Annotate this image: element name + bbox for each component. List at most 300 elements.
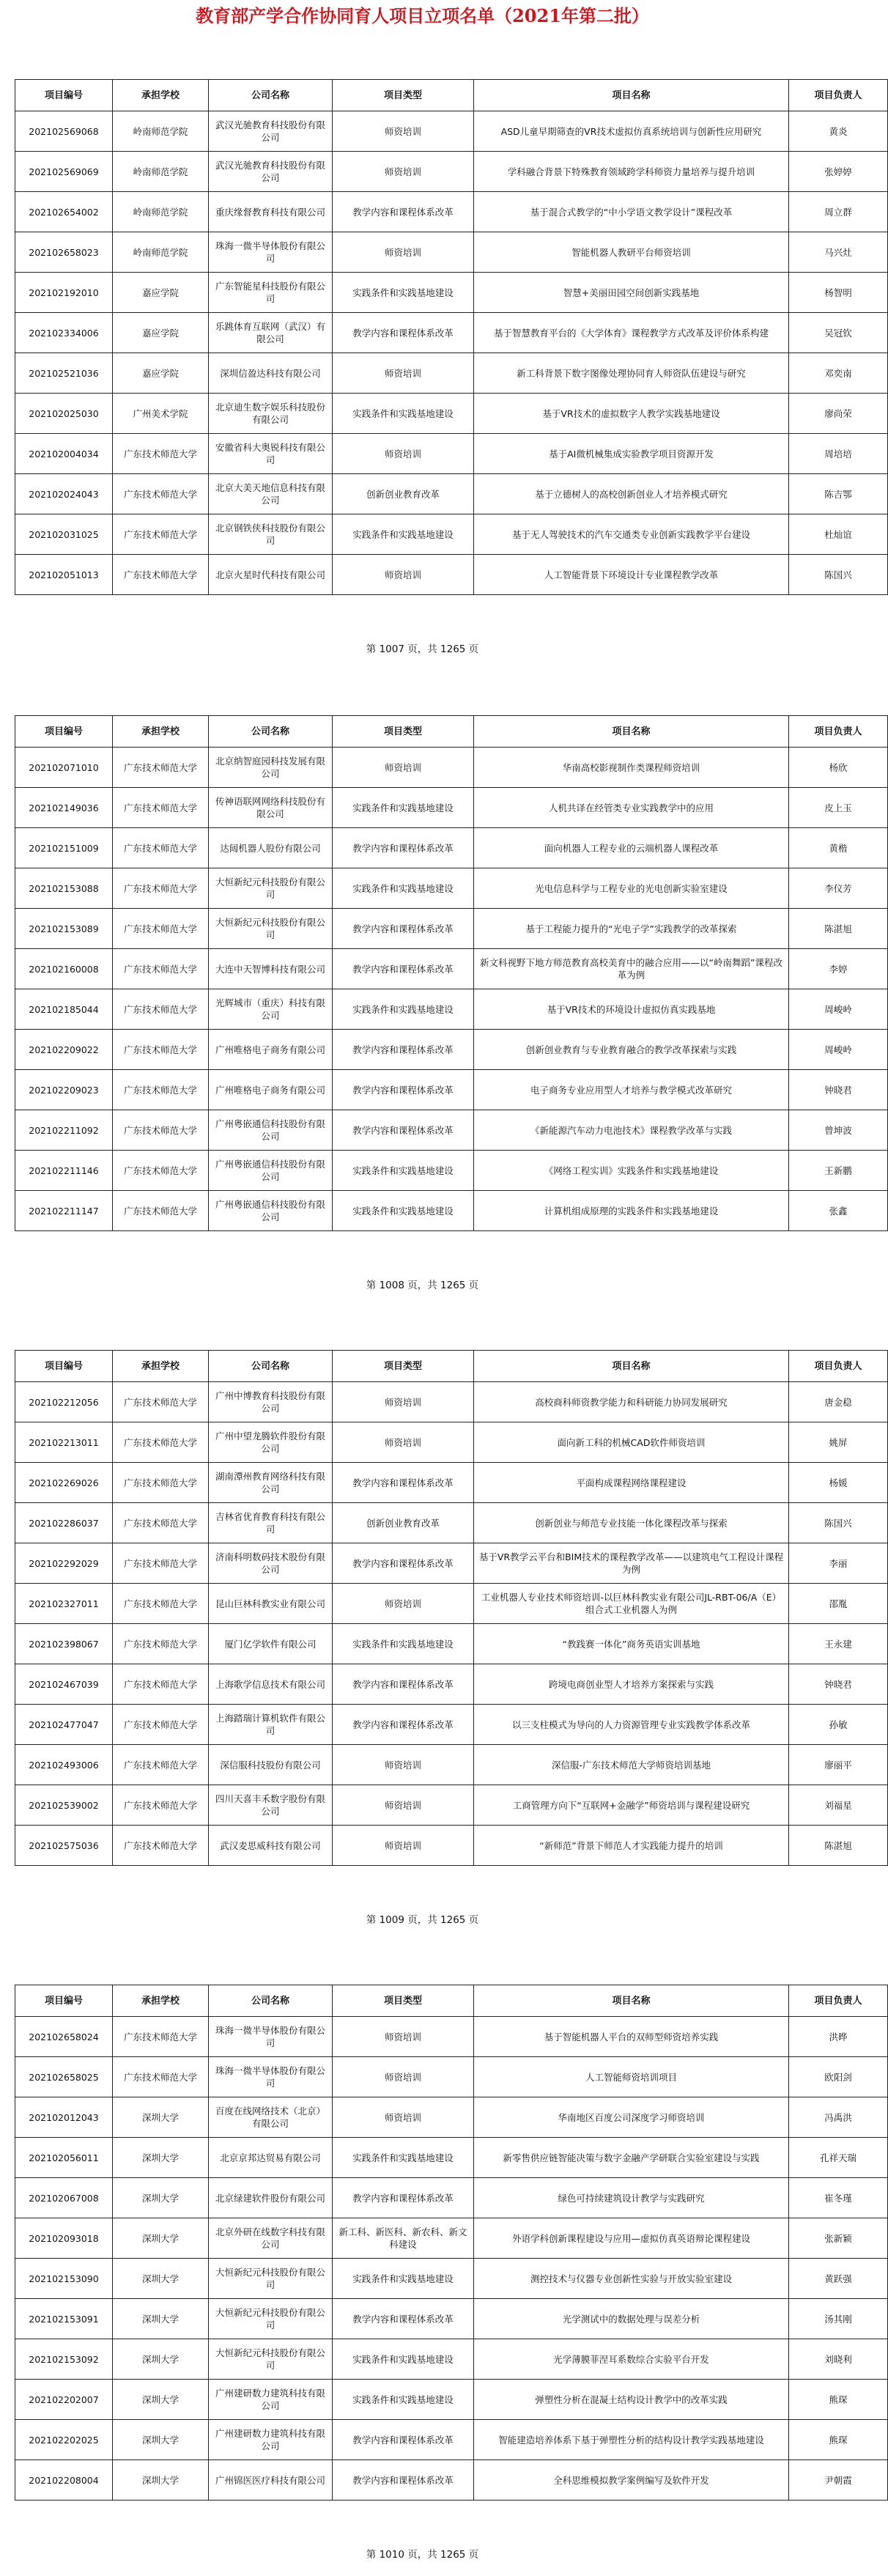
school-cell: 广东技术师范大学 [113,1664,209,1705]
school-cell: 广东技术师范大学 [113,1745,209,1785]
project-name-cell: 平面构成课程网络课程建设 [474,1463,789,1503]
project-id-cell: 202102153092 [15,2339,113,2380]
project-name-cell: 基于工程能力提升的“光电子学”实践教学的改革探索 [474,909,789,949]
leader-cell: 唐金稳 [789,1382,888,1422]
project-id-cell: 202102056011 [15,2138,113,2178]
column-header: 项目名称 [474,80,789,111]
school-cell: 岭南师范学院 [113,232,209,273]
column-header: 项目名称 [474,1351,789,1382]
project-name-cell: 基于智能机器人平台的双师型师资培养实践 [474,2017,789,2057]
leader-cell: 周峻岭 [789,989,888,1030]
project-type-cell: 创新创业教育改革 [333,474,474,514]
project-type-cell: 教学内容和课程体系改革 [333,2420,474,2460]
project-name-cell: 高校商科师资教学能力和科研能力协同发展研究 [474,1382,789,1422]
project-type-cell: 教学内容和课程体系改革 [333,2299,474,2339]
company-cell: 北京钢铁侠科技股份有限公司 [209,514,333,555]
project-id-cell: 202102153089 [15,909,113,949]
project-name-cell: 基于VR教学云平台和BIM技术的课程教学改革——以建筑电气工程设计课程为例 [474,1543,789,1584]
table-row [15,1745,888,1785]
leader-cell: 邵胤 [789,1584,888,1624]
column-header: 项目负责人 [789,80,888,111]
project-name-cell: 《网络工程实训》实践条件和实践基地建设 [474,1151,789,1191]
table-row [15,152,888,192]
school-cell: 广东技术师范大学 [113,788,209,828]
project-table [15,79,888,595]
leader-cell: 杨媛 [789,1463,888,1503]
page-1008 [15,715,862,1291]
table-row [15,788,888,828]
project-id-cell: 202102211147 [15,1191,113,1231]
leader-cell: 欧阳剑 [789,2057,888,2097]
school-cell: 广东技术师范大学 [113,1070,209,1110]
project-table [15,1985,888,2501]
project-name-cell: 基于VR技术的环境设计虚拟仿真实践基地 [474,989,789,1030]
school-cell: 广东技术师范大学 [113,2057,209,2097]
school-cell: 广东技术师范大学 [113,868,209,909]
company-cell: 北京大美天地信息科技有限公司 [209,474,333,514]
table-row [15,2299,888,2339]
project-type-cell: 师资培训 [333,1584,474,1624]
page-footer: 第 1008 页，共 1265 页 [366,1280,479,1291]
project-name-cell: 工商管理方向下“互联网+金融学”师资培训与课程建设研究 [474,1785,789,1826]
page-1010 [15,1985,862,2561]
project-id-cell: 202102493006 [15,1745,113,1785]
table-row [15,868,888,909]
table-header-row [15,716,888,748]
table-row [15,2339,888,2380]
project-name-cell: 面向机器人工程专业的云端机器人课程改革 [474,828,789,868]
leader-cell: 钟晓君 [789,1070,888,1110]
school-cell: 深圳大学 [113,2339,209,2380]
column-header: 承担学校 [113,1351,209,1382]
leader-cell: 黄炎 [789,111,888,152]
project-type-cell: 教学内容和课程体系改革 [333,1543,474,1584]
school-cell: 深圳大学 [113,2178,209,2218]
project-name-cell: 华南地区百度公司深度学习师资培训 [474,2097,789,2138]
project-id-cell: 202102185044 [15,989,113,1030]
project-name-cell: 新文科视野下地方师范教育高校美育中的融合应用——以“岭南舞蹈”课程改革为例 [474,949,789,989]
company-cell: 北京京邦达贸易有限公司 [209,2138,333,2178]
project-name-cell: 学科融合背景下特殊教育领域跨学科师资力量培养与提升培训 [474,152,789,192]
leader-cell: 王新鹏 [789,1151,888,1191]
company-cell: 北京纳智庭园科技发展有限公司 [209,748,333,788]
company-cell: 重庆缘督教育科技有限公司 [209,192,333,232]
company-cell: 上海踏瑞计算机软件有限公司 [209,1705,333,1745]
leader-cell: 黄跃强 [789,2259,888,2299]
table-row [15,1624,888,1664]
project-type-cell: 实践条件和实践基地建设 [333,1151,474,1191]
school-cell: 广东技术师范大学 [113,1151,209,1191]
column-header: 项目负责人 [789,1351,888,1382]
project-type-cell: 实践条件和实践基地建设 [333,2259,474,2299]
table-header-row [15,1985,888,2017]
column-header: 项目类型 [333,1351,474,1382]
leader-cell: 杜灿谊 [789,514,888,555]
project-id-cell: 202102477047 [15,1705,113,1745]
table-row [15,1070,888,1110]
company-cell: 安徽省科大奥锐科技有限公司 [209,434,333,474]
column-header: 项目类型 [333,80,474,111]
project-type-cell: 教学内容和课程体系改革 [333,1705,474,1745]
project-name-cell: 以三支柱模式为导向的人力资源管理专业实践教学体系改革 [474,1705,789,1745]
company-cell: 深信服科技股份有限公司 [209,1745,333,1785]
project-type-cell: 师资培训 [333,434,474,474]
company-cell: 济南科明数码技术股份有限公司 [209,1543,333,1584]
leader-cell: 陈湛旭 [789,909,888,949]
document-title: 教育部产学合作协同育人项目立项名单（2021年第二批） [196,5,649,26]
table-row [15,1664,888,1705]
project-type-cell: 实践条件和实践基地建设 [333,788,474,828]
leader-cell: 尹朝霞 [789,2460,888,2501]
project-name-cell: 创新创业教育与专业教育融合的教学改革探索与实践 [474,1030,789,1070]
leader-cell: 廖丽平 [789,1745,888,1785]
leader-cell: 李仪芳 [789,868,888,909]
leader-cell: 周培培 [789,434,888,474]
column-header: 项目类型 [333,1985,474,2017]
page-footer: 第 1010 页，共 1265 页 [366,2549,479,2561]
school-cell: 广东技术师范大学 [113,909,209,949]
table-row [15,2218,888,2259]
company-cell: 武汉光驰教育科技股份有限公司 [209,152,333,192]
school-cell: 广东技术师范大学 [113,1624,209,1664]
page-1007 [15,79,862,655]
company-cell: 光辉城市（重庆）科技有限公司 [209,989,333,1030]
school-cell: 广东技术师范大学 [113,514,209,555]
column-header: 项目名称 [474,716,789,748]
project-id-cell: 202102269026 [15,1463,113,1503]
table-row [15,2138,888,2178]
project-id-cell: 202102151009 [15,828,113,868]
company-cell: 广州唯格电子商务有限公司 [209,1030,333,1070]
table-row [15,1826,888,1866]
school-cell: 广东技术师范大学 [113,1382,209,1422]
project-name-cell: 电子商务专业应用型人才培养与教学模式改革研究 [474,1070,789,1110]
company-cell: 达闼机器人股份有限公司 [209,828,333,868]
project-type-cell: 师资培训 [333,748,474,788]
project-name-cell: 面向新工科的机械CAD软件师资培训 [474,1422,789,1463]
project-type-cell: 师资培训 [333,2057,474,2097]
school-cell: 岭南师范学院 [113,152,209,192]
company-cell: 北京火星时代科技有限公司 [209,555,333,595]
leader-cell: 李丽 [789,1543,888,1584]
leader-cell: 孔祥天瑞 [789,2138,888,2178]
table-row [15,434,888,474]
project-id-cell: 202102212056 [15,1382,113,1422]
school-cell: 嘉应学院 [113,313,209,353]
project-name-cell: 基于无人驾驶技术的汽车交通类专业创新实践教学平台建设 [474,514,789,555]
table-row [15,2259,888,2299]
column-header: 项目类型 [333,716,474,748]
project-id-cell: 202102658023 [15,232,113,273]
page-footer: 第 1009 页，共 1265 页 [366,1914,479,1926]
project-type-cell: 教学内容和课程体系改革 [333,1030,474,1070]
project-type-cell: 教学内容和课程体系改革 [333,1070,474,1110]
table-row [15,2380,888,2420]
project-id-cell: 202102569068 [15,111,113,152]
table-row [15,1705,888,1745]
project-name-cell: 光学测试中的数据处理与误差分析 [474,2299,789,2339]
company-cell: 武汉麦思威科技有限公司 [209,1826,333,1866]
project-type-cell: 实践条件和实践基地建设 [333,2339,474,2380]
project-type-cell: 教学内容和课程体系改革 [333,1463,474,1503]
page-1009 [15,1350,862,1926]
school-cell: 广东技术师范大学 [113,828,209,868]
project-id-cell: 202102327011 [15,1584,113,1624]
company-cell: 广州锦医医疗科技有限公司 [209,2460,333,2501]
project-id-cell: 202102658025 [15,2057,113,2097]
leader-cell: 陈国兴 [789,1503,888,1543]
leader-cell: 王永建 [789,1624,888,1664]
company-cell: 传神语联网网络科技股份有限公司 [209,788,333,828]
table-row [15,1030,888,1070]
project-id-cell: 202102658024 [15,2017,113,2057]
leader-cell: 吴冠钦 [789,313,888,353]
project-type-cell: 师资培训 [333,353,474,394]
project-type-cell: 实践条件和实践基地建设 [333,514,474,555]
project-id-cell: 202102024043 [15,474,113,514]
table-row [15,2178,888,2218]
project-name-cell: 工业机器人专业技术师资培训-以巨林科教实业有限公司JL-RBT-06/A（E）组合式工业机器人为例 [474,1584,789,1624]
company-cell: 大恒新纪元科技股份有限公司 [209,2339,333,2380]
project-id-cell: 202102654002 [15,192,113,232]
project-name-cell: 弹塑性分析在混凝土结构设计教学中的改革实践 [474,2380,789,2420]
company-cell: 广州粤嵌通信科技股份有限公司 [209,1191,333,1231]
project-type-cell: 教学内容和课程体系改革 [333,909,474,949]
project-name-cell: 人工智能师资培训项目 [474,2057,789,2097]
school-cell: 广东技术师范大学 [113,748,209,788]
school-cell: 广东技术师范大学 [113,1503,209,1543]
leader-cell: 杨欣 [789,748,888,788]
table-row [15,313,888,353]
company-cell: 四川天喜丰禾数字股份有限公司 [209,1785,333,1826]
project-id-cell: 202102202007 [15,2380,113,2420]
project-type-cell: 师资培训 [333,1382,474,1422]
project-id-cell: 202102153091 [15,2299,113,2339]
school-cell: 广东技术师范大学 [113,1705,209,1745]
table-row [15,273,888,313]
project-type-cell: 教学内容和课程体系改革 [333,2460,474,2501]
company-cell: 广州建研数力建筑科技有限公司 [209,2380,333,2420]
project-name-cell: 《新能源汽车动力电池技术》课程教学改革与实践 [474,1110,789,1151]
school-cell: 广东技术师范大学 [113,2017,209,2057]
table-row [15,828,888,868]
school-cell: 广东技术师范大学 [113,1543,209,1584]
table-row [15,1463,888,1503]
project-type-cell: 教学内容和课程体系改革 [333,2178,474,2218]
school-cell: 深圳大学 [113,2460,209,2501]
school-cell: 广东技术师范大学 [113,949,209,989]
project-id-cell: 202102153090 [15,2259,113,2299]
table-row [15,2460,888,2501]
leader-cell: 张婷婷 [789,152,888,192]
table-row [15,2097,888,2138]
school-cell: 广东技术师范大学 [113,1584,209,1624]
company-cell: 厦门亿学软件有限公司 [209,1624,333,1664]
column-header: 承担学校 [113,1985,209,2017]
column-header: 项目名称 [474,1985,789,2017]
project-name-cell: 基于智慧教育平台的《大学体育》课程教学方式改革及评价体系构建 [474,313,789,353]
column-header: 项目编号 [15,80,113,111]
project-type-cell: 教学内容和课程体系改革 [333,192,474,232]
project-name-cell: 跨境电商创业型人才培养方案探索与实践 [474,1664,789,1705]
project-type-cell: 实践条件和实践基地建设 [333,394,474,434]
leader-cell: 冯禹洪 [789,2097,888,2138]
column-header: 公司名称 [209,80,333,111]
table-row [15,555,888,595]
school-cell: 广东技术师范大学 [113,434,209,474]
project-id-cell: 202102213011 [15,1422,113,1463]
company-cell: 广州中博教育科技股份有限公司 [209,1382,333,1422]
project-name-cell: 基于混合式教学的“中小学语文教学设计”课程改革 [474,192,789,232]
project-id-cell: 202102160008 [15,949,113,989]
company-cell: 北京外研在线数字科技有限公司 [209,2218,333,2259]
project-id-cell: 202102067008 [15,2178,113,2218]
leader-cell: 杨智明 [789,273,888,313]
leader-cell: 张新颖 [789,2218,888,2259]
project-type-cell: 实践条件和实践基地建设 [333,1191,474,1231]
project-name-cell: “新师范”背景下师范人才实践能力提升的培训 [474,1826,789,1866]
project-type-cell: 教学内容和课程体系改革 [333,828,474,868]
school-cell: 广东技术师范大学 [113,1191,209,1231]
project-name-cell: ASD儿童早期筛查的VR技术虚拟仿真系统培训与创新性应用研究 [474,111,789,152]
project-id-cell: 202102575036 [15,1826,113,1866]
school-cell: 深圳大学 [113,2218,209,2259]
leader-cell: 姚屏 [789,1422,888,1463]
company-cell: 百度在线网络技术（北京）有限公司 [209,2097,333,2138]
company-cell: 珠海一微半导体股份有限公司 [209,232,333,273]
school-cell: 广东技术师范大学 [113,555,209,595]
company-cell: 武汉光驰教育科技股份有限公司 [209,111,333,152]
project-id-cell: 202102208004 [15,2460,113,2501]
project-name-cell: 深信服-广东技术师范大学师资培训基地 [474,1745,789,1785]
company-cell: 广州粤嵌通信科技股份有限公司 [209,1110,333,1151]
leader-cell: 曾坤波 [789,1110,888,1151]
project-type-cell: 师资培训 [333,152,474,192]
school-cell: 嘉应学院 [113,353,209,394]
project-type-cell: 师资培训 [333,555,474,595]
leader-cell: 崔冬瑾 [789,2178,888,2218]
leader-cell: 周峻岭 [789,1030,888,1070]
company-cell: 广州中望龙腾软件股份有限公司 [209,1422,333,1463]
project-name-cell: 光学薄膜菲涅耳系数综合实验平台开发 [474,2339,789,2380]
school-cell: 广东技术师范大学 [113,1110,209,1151]
project-table [15,1350,888,1866]
company-cell: 大恒新纪元科技股份有限公司 [209,2259,333,2299]
project-type-cell: 教学内容和课程体系改革 [333,1110,474,1151]
leader-cell: 钟晓君 [789,1664,888,1705]
project-name-cell: 智能建造培养体系下基于弹塑性分析的结构设计教学实践基地建设 [474,2420,789,2460]
table-row [15,2420,888,2460]
school-cell: 广东技术师范大学 [113,1785,209,1826]
company-cell: 上海歌学信息技术有限公司 [209,1664,333,1705]
table-row [15,474,888,514]
column-header: 项目编号 [15,1985,113,2017]
project-id-cell: 202102004034 [15,434,113,474]
leader-cell: 陈国兴 [789,555,888,595]
leader-cell: 刘福星 [789,1785,888,1826]
leader-cell: 李婷 [789,949,888,989]
project-type-cell: 新工科、新医科、新农科、新文科建设 [333,2218,474,2259]
project-name-cell: 计算机组成原理的实践条件和实践基地建设 [474,1191,789,1231]
company-cell: 乐跳体育互联网（武汉）有限公司 [209,313,333,353]
school-cell: 广东技术师范大学 [113,1030,209,1070]
school-cell: 广州美术学院 [113,394,209,434]
project-name-cell: 基于AI微机械集成实验教学项目资源开发 [474,434,789,474]
company-cell: 北京绿建软件股份有限公司 [209,2178,333,2218]
project-id-cell: 202102209022 [15,1030,113,1070]
project-id-cell: 202102051013 [15,555,113,595]
column-header: 项目编号 [15,716,113,748]
leader-cell: 张鑫 [789,1191,888,1231]
school-cell: 深圳大学 [113,2138,209,2178]
project-id-cell: 202102071010 [15,748,113,788]
leader-cell: 马兴灶 [789,232,888,273]
project-type-cell: 实践条件和实践基地建设 [333,989,474,1030]
column-header: 公司名称 [209,1351,333,1382]
table-row [15,1110,888,1151]
project-id-cell: 202102292029 [15,1543,113,1584]
column-header: 项目负责人 [789,716,888,748]
table-row [15,514,888,555]
table-row [15,1191,888,1231]
school-cell: 深圳大学 [113,2097,209,2138]
project-name-cell: “教践赛一体化”商务英语实训基地 [474,1624,789,1664]
project-name-cell: 新零售供应链智能决策与数字金融产学研联合实验室建设与实践 [474,2138,789,2178]
column-header: 承担学校 [113,716,209,748]
project-name-cell: 人机共译在经管类专业实践教学中的应用 [474,788,789,828]
project-name-cell: 智能机器人教研平台师资培训 [474,232,789,273]
leader-cell: 熊琛 [789,2420,888,2460]
leader-cell: 汤其刚 [789,2299,888,2339]
project-name-cell: 创新创业与师范专业技能一体化课程改革与探索 [474,1503,789,1543]
project-name-cell: 光电信息科学与工程专业的光电创新实验室建设 [474,868,789,909]
project-type-cell: 实践条件和实践基地建设 [333,2138,474,2178]
table-row [15,949,888,989]
table-row [15,2057,888,2097]
leader-cell: 黄楷 [789,828,888,868]
table-header-row [15,80,888,111]
table-row [15,1584,888,1624]
school-cell: 深圳大学 [113,2420,209,2460]
company-cell: 深圳信盈达科技有限公司 [209,353,333,394]
project-type-cell: 师资培训 [333,1826,474,1866]
leader-cell: 孙敏 [789,1705,888,1745]
project-name-cell: 测控技术与仪器专业创新性实验与开放实验室建设 [474,2259,789,2299]
company-cell: 大连中天智博科技有限公司 [209,949,333,989]
table-row [15,989,888,1030]
school-cell: 广东技术师范大学 [113,474,209,514]
project-id-cell: 202102202025 [15,2420,113,2460]
project-name-cell: 智慧+美丽田园空间创新实践基地 [474,273,789,313]
project-type-cell: 师资培训 [333,2017,474,2057]
school-cell: 广东技术师范大学 [113,1422,209,1463]
company-cell: 广州建研数力建筑科技有限公司 [209,2420,333,2460]
project-table [15,715,888,1231]
column-header: 承担学校 [113,80,209,111]
table-row [15,1382,888,1422]
table-row [15,394,888,434]
page-footer: 第 1007 页，共 1265 页 [366,643,479,655]
company-cell: 湖南潭州教育网络科技有限公司 [209,1463,333,1503]
project-id-cell: 202102093018 [15,2218,113,2259]
project-name-cell: 绿色可持续建筑设计教学与实践研究 [474,2178,789,2218]
project-id-cell: 202102467039 [15,1664,113,1705]
company-cell: 大恒新纪元科技股份有限公司 [209,868,333,909]
project-type-cell: 教学内容和课程体系改革 [333,1664,474,1705]
table-row [15,111,888,152]
leader-cell: 陈湛旭 [789,1826,888,1866]
company-cell: 珠海一微半导体股份有限公司 [209,2017,333,2057]
